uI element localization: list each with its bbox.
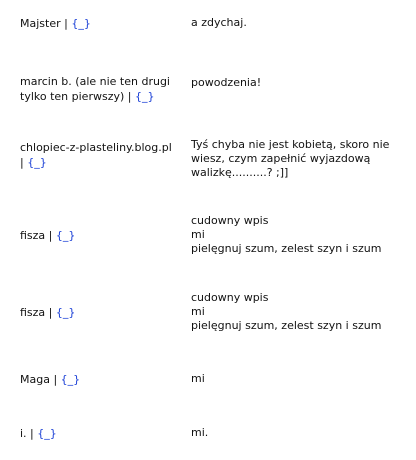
comment-text: Tyś chyba nie jest kobietą, skoro nie [191,138,390,151]
comment-permalink[interactable]: {_} [71,17,91,30]
comment-author [20,140,182,170]
author-separator: | [124,90,135,103]
author-separator: | [20,156,28,169]
comment-body [191,214,409,256]
comment-author [20,16,182,31]
comment-permalink[interactable]: {_} [134,90,155,103]
comment-permalink[interactable]: {_} [37,427,57,440]
comment-author [20,228,182,243]
author-name-cont: tylko ten pierwszy) [20,90,125,103]
author-separator: | [45,229,56,242]
comment-text: cudowny wpis [191,291,269,304]
author-name: Maga [20,373,50,386]
comment-permalink[interactable]: {_} [55,229,76,242]
comment-author [20,74,182,104]
comment-text: mi. [191,426,209,439]
author-separator: | [45,306,56,319]
author-name: fisza [20,229,46,242]
author-separator: | [26,427,38,440]
comment-text: pielęgnuj szum, zelest szyn i szum [191,242,382,255]
comment-permalink[interactable]: {_} [55,306,76,319]
comment-text: mi [191,228,205,241]
comment-text: a zdychaj. [191,16,247,29]
comment-body [191,76,409,90]
comment-body [191,372,409,386]
comment-text: mi [191,372,205,385]
comment-text: powodzenia! [191,76,262,89]
author-name: chlopiec-z-plasteliny.blog.pl [20,141,172,154]
comment-text: mi [191,305,205,318]
comment-permalink[interactable]: {_} [27,156,47,169]
author-name: marcin b. (ale nie ten drugi [20,75,170,88]
author-name: Majster [20,17,61,30]
comment-body [191,16,409,30]
comment-author [20,305,182,320]
author-separator: | [60,17,72,30]
comment-text: cudowny wpis [191,214,269,227]
author-name: fisza [20,306,46,319]
comment-text: walizkę..........? ;]] [191,166,289,179]
comment-body [191,138,409,180]
comment-permalink[interactable]: {_} [60,373,81,386]
comment-text: pielęgnuj szum, zelest szyn i szum [191,319,382,332]
comment-author [20,426,182,441]
comment-author [20,372,182,387]
comment-text: wiesz, czym zapełnić wyjazdową [191,152,371,165]
comment-body [191,291,409,333]
comment-body [191,426,409,440]
author-name: i. [20,427,27,440]
author-separator: | [49,373,61,386]
